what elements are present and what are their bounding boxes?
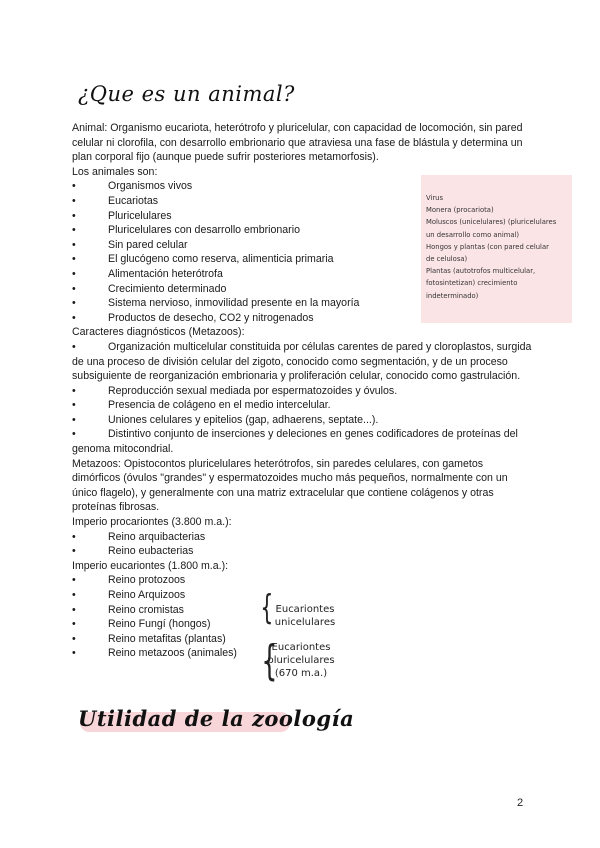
- list-item-text: Eucariotas: [108, 194, 159, 207]
- reino-item: [72, 530, 534, 545]
- sticky-note: [421, 175, 572, 323]
- list-item-text: Organismos vivos: [108, 180, 193, 193]
- bullet-marker: •: [72, 632, 76, 645]
- bullet-marker: •: [72, 618, 76, 631]
- caracter-item: [72, 398, 534, 413]
- list-item-text: Productos de desecho, CO2 y nitrogenados: [108, 311, 314, 324]
- sticky-note-line: Moluscos (unicelulares) (pluricelulares: [426, 218, 557, 227]
- bullet-marker: •: [72, 428, 76, 441]
- list-item-text: Reino Arquizoos: [108, 589, 186, 601]
- metazoos-definition: Metazoos: Opistocontos pluricelulares heterótrofos, sin paredes celulares, con gametos dimórficos (óvulos "grandes" y espermatozoides mucho más pequeños, normalmente con un único flagelo), y generalmente con una matriz extracelular que contiene colágenos y otras proteínas fibrosas.: [72, 457, 508, 514]
- list-item-text: Sistema nervioso, inmovilidad presente en la mayoría: [108, 297, 360, 310]
- list-item-text: El glucógeno como reserva, alimenticia primaria: [108, 253, 334, 266]
- reino-item: [72, 573, 534, 588]
- list-item-text: Organización multicelular constituida por células carentes de pared y cloroplastos, surgida de una proceso de división celular del zigoto, conocido como segmentación, y de un proceso subsiguiente de reorganización embrionaria y proliferación celular, conocido como gastrulación.: [72, 340, 532, 383]
- list-item-text: Pluricelulares con desarrollo embrionario: [108, 224, 300, 237]
- eucariontes-label: Imperio eucariontes (1.800 m.a.):: [72, 559, 229, 572]
- caracter-item: [72, 340, 534, 384]
- bullet-marker: •: [72, 282, 76, 295]
- list-item-text: Reino metazoos (animales): [108, 647, 237, 660]
- bullet-marker: •: [72, 603, 76, 616]
- animales-son-label: Los animales son:: [72, 165, 158, 178]
- procariontes-list: [72, 530, 534, 559]
- caracteres-list: [72, 340, 534, 457]
- reino-item: [72, 544, 534, 559]
- sticky-note-line: Virus: [426, 194, 444, 202]
- list-item-text: Reino arquibacterias: [108, 530, 206, 543]
- list-item-text: Distintivo conjunto de inserciones y deleciones en genes codificadores de proteínas del genoma mitocondrial.: [72, 428, 518, 456]
- handnote-pluricelulares: Eucariontes pluricelulares (670 m.a.): [267, 642, 335, 679]
- reino-item: [72, 588, 534, 603]
- sticky-note-line: de celulosa): [426, 255, 468, 264]
- bullet-marker: •: [72, 589, 76, 601]
- caracter-item: [72, 427, 534, 456]
- page-title: ¿Que es un animal?: [78, 82, 295, 106]
- bullet-marker: •: [72, 238, 76, 251]
- sticky-note-line: fotosintetizan) crecimiento: [426, 279, 518, 288]
- sticky-note-line: un desarrollo como animal): [426, 230, 520, 239]
- sticky-note-line: Plantas (autotrofos multicelular,: [426, 267, 536, 276]
- sticky-note-line: Monera (procariota): [426, 206, 494, 215]
- handnote-unicelulares: Eucariontes unicelulares: [274, 604, 336, 628]
- list-item-text: Pluricelulares: [108, 209, 172, 222]
- bullet-marker: •: [72, 545, 76, 558]
- brace-unicelulares: {: [260, 588, 274, 628]
- section-title: Utilidad de la zoología: [78, 706, 355, 731]
- bullet-marker: •: [72, 311, 76, 324]
- bullet-marker: •: [72, 209, 76, 222]
- bullet-marker: •: [72, 194, 76, 207]
- bullet-marker: •: [72, 224, 76, 237]
- caracteres-label: Caracteres diagnósticos (Metazoos):: [72, 326, 245, 339]
- caracter-item: [72, 384, 534, 399]
- caracter-item: [72, 413, 534, 428]
- bullet-marker: •: [72, 297, 76, 310]
- list-item-text: Reino metafitas (plantas): [108, 632, 226, 645]
- list-item-text: Uniones celulares y epitelios (gap, adhaerens, septate...).: [108, 413, 379, 426]
- page-number: 2: [517, 797, 524, 809]
- list-item-text: Presencia de colágeno en el medio intercelular.: [108, 399, 331, 412]
- intro-paragraph: Animal: Organismo eucariota, heterótrofo y pluricelular, con capacidad de locomoción, sin pared celular ni clorofila, con desarrollo embrionario que atraviesa una fase de blástula y determina un plan corporal fijo (aunque puede sufrir posteriores metamorfosis).: [72, 122, 523, 164]
- bullet-marker: •: [72, 399, 76, 412]
- list-item-text: Reino cromistas: [108, 603, 184, 616]
- sticky-note-line: indeterminado): [426, 291, 479, 300]
- list-item-text: Reino eubacterias: [108, 545, 194, 558]
- bullet-marker: •: [72, 530, 76, 543]
- procariontes-label: Imperio procariontes (3.800 m.a.):: [72, 516, 232, 529]
- list-item-text: Alimentación heterótrofa: [108, 267, 223, 280]
- bullet-marker: •: [72, 413, 76, 426]
- bullet-marker: •: [72, 267, 76, 280]
- list-item-text: Reino Fungí (hongos): [108, 618, 211, 631]
- bullet-marker: •: [72, 574, 76, 587]
- list-item-text: Crecimiento determinado: [108, 282, 227, 295]
- bullet-marker: •: [72, 647, 76, 660]
- brace-pluricelulares: {: [261, 636, 278, 685]
- bullet-marker: •: [72, 384, 76, 397]
- list-item-text: Reproducción sexual mediada por espermatozoides y óvulos.: [108, 384, 398, 397]
- bullet-marker: •: [72, 253, 76, 266]
- bullet-marker: •: [72, 340, 76, 353]
- list-item-text: Reino protozoos: [108, 574, 186, 587]
- sticky-note-line: Hongos y plantas (con pared celular: [426, 242, 549, 251]
- bullet-marker: •: [72, 180, 76, 193]
- sticky-note-text: [426, 192, 570, 302]
- list-item-text: Sin pared celular: [108, 238, 188, 251]
